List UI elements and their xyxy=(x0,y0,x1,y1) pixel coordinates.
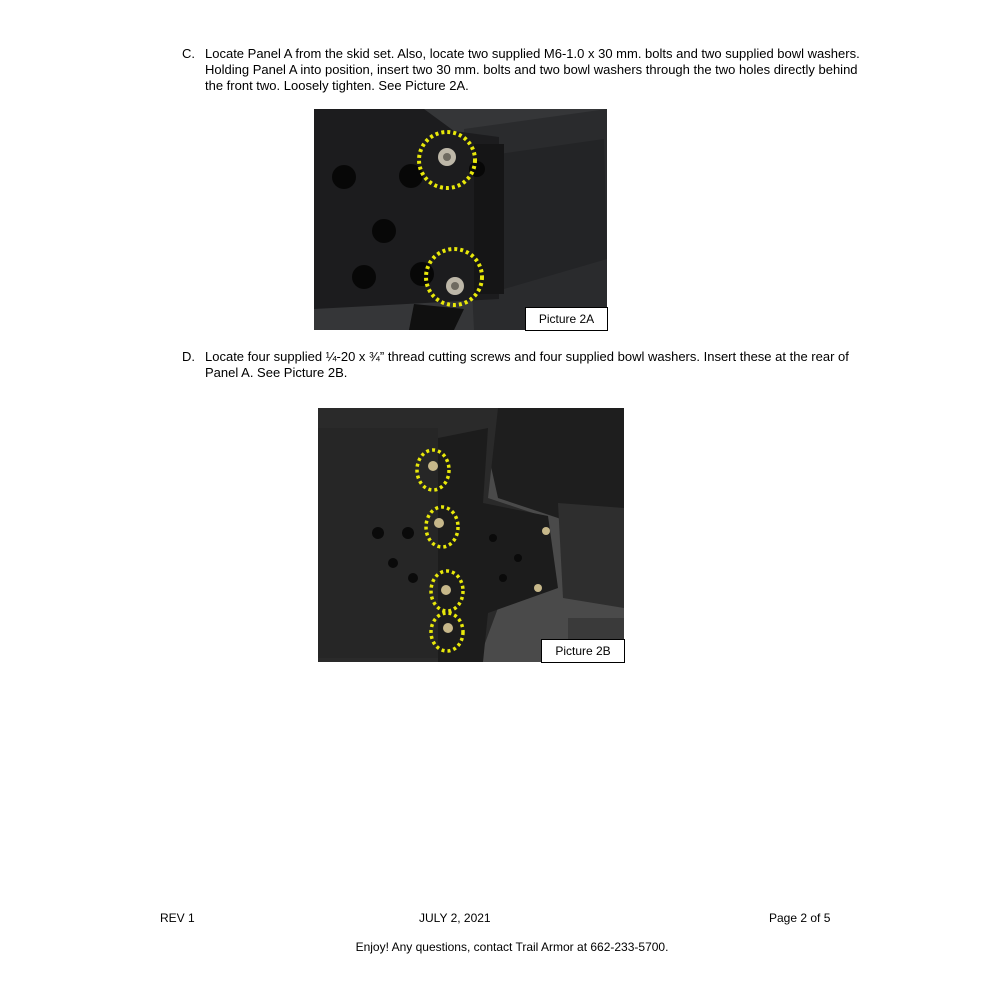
step-letter: C. xyxy=(182,46,195,61)
footer-page-number: Page 2 of 5 xyxy=(769,911,831,925)
step-d xyxy=(182,349,862,381)
step-text: Locate four supplied ¼-20 x ¾” thread cutting screws and four supplied bowl washers. Insert these at the rear of Panel A. See Picture 2B. xyxy=(205,349,849,380)
photo-2b-illustration xyxy=(318,408,624,662)
footer-revision: REV 1 xyxy=(160,911,195,925)
footer-date: JULY 2, 2021 xyxy=(419,911,491,925)
photo-picture-2a xyxy=(314,109,607,330)
picture-2a-caption: Picture 2A xyxy=(525,307,608,331)
photo-2a-illustration xyxy=(314,109,607,330)
step-text: Locate Panel A from the skid set. Also, locate two supplied M6-1.0 x 30 mm. bolts and two supplied bowl washers. Holding Panel A into position, insert two 30 mm. bolts and two bowl washers through the two holes directly behind the front two. Loosely tighten. See Picture 2A. xyxy=(205,46,860,93)
step-letter: D. xyxy=(182,349,195,364)
step-c xyxy=(182,46,862,94)
photo-picture-2b xyxy=(318,408,624,662)
picture-2b-caption: Picture 2B xyxy=(541,639,625,663)
footer-contact xyxy=(0,940,1000,954)
footer-contact-text: Enjoy! Any questions, contact Trail Armor at 662-233-5700. xyxy=(355,940,669,954)
